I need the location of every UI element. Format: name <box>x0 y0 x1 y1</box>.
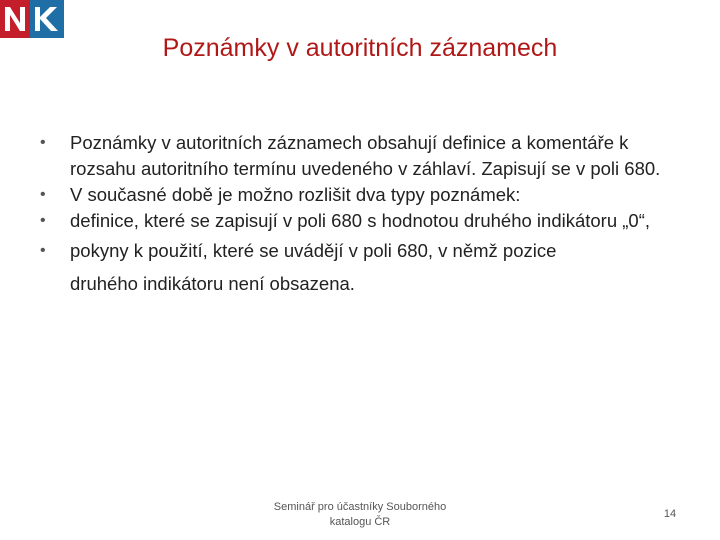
bullet-item <box>40 208 680 234</box>
bullet-text: V současné době je možno rozlišit dva typy poznámek: <box>70 184 521 205</box>
bullet-item <box>40 182 680 208</box>
slide-title: Poznámky v autoritních záznamech <box>162 34 558 62</box>
footer-text: Seminář pro účastníky Souborného katalogu ČR <box>273 501 447 528</box>
bullet-text-continuation: druhého indikátoru není obsazena. <box>70 273 355 294</box>
bullet-text: definice, které se zapisují v poli 680 s hodnotou druhého indikátoru „0“, <box>70 210 651 231</box>
bullet-marker: • <box>40 242 46 259</box>
bullet-list <box>40 130 680 300</box>
bullet-marker: • <box>40 186 46 203</box>
page-number: 14 <box>663 508 677 520</box>
bullet-item <box>40 130 680 182</box>
bullet-text: pokyny k použití, které se uvádějí v poli 680, v němž pozice <box>70 240 557 261</box>
bullet-text: Poznámky v autoritních záznamech obsahují definice a komentáře k rozsahu autoritního termínu uvedeného v záhlaví. Zapisují se v poli 680. <box>70 132 661 179</box>
bullet-marker: • <box>40 134 46 151</box>
bullet-item <box>40 234 680 300</box>
bullet-marker: • <box>40 212 46 229</box>
